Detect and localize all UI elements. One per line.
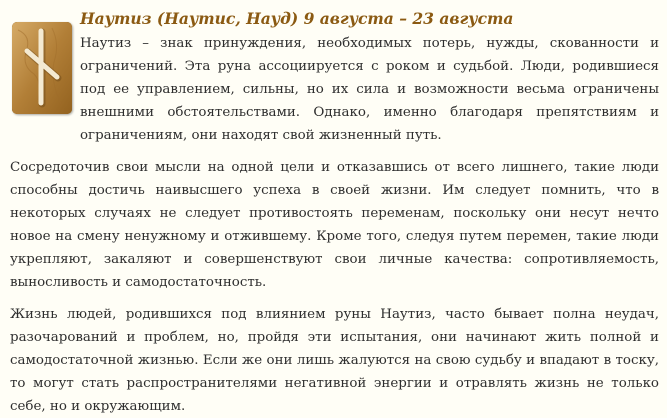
nauthiz-rune-icon bbox=[12, 22, 72, 114]
paragraph-1: Наутиз – знак принуждения, необходимых потерь, нужды, скованности и ограничений. Эта руна ассоциируется с роком и судьбой. Люди, родившиеся под ее управлением, сильны, но их сила и возможности весьма ограничены внешними обстоятельствами. Однако, именно благодаря препятствиям и ограничениям, они находят свой жизненный путь. bbox=[80, 36, 659, 143]
article-title: Наутиз (Наутис, Науд) 9 августа – 23 августа bbox=[80, 9, 514, 28]
article bbox=[10, 6, 659, 418]
paragraph-2: Сосредоточив свои мысли на одной цели и отказавшись от всего лишнего, такие люди способны достичь наивысшего успеха в своей жизни. Им следует помнить, что в некоторых случаях не следует противостоять переменам, поскольку они несут нечто новое на смену ненужному и отжившему. Кроме того, следуя путем перемен, такие люди укрепляют, закаляют и совершенствуют свои личные качества: сопротивляемость, выносливость и самодостаточность. bbox=[10, 160, 659, 290]
paragraph-3: Жизнь людей, родившихся под влиянием руны Наутиз, часто бывает полна неудач, разочарований и проблем, но, пройдя эти испытания, они начинают жить полной и самодостаточной жизнью. Если же они лишь жалуются на свою судьбу и впадают в тоску, то могут стать распространителями негативной энергии и отравлять жизнь не только себе, но и окружающим. bbox=[10, 307, 659, 414]
